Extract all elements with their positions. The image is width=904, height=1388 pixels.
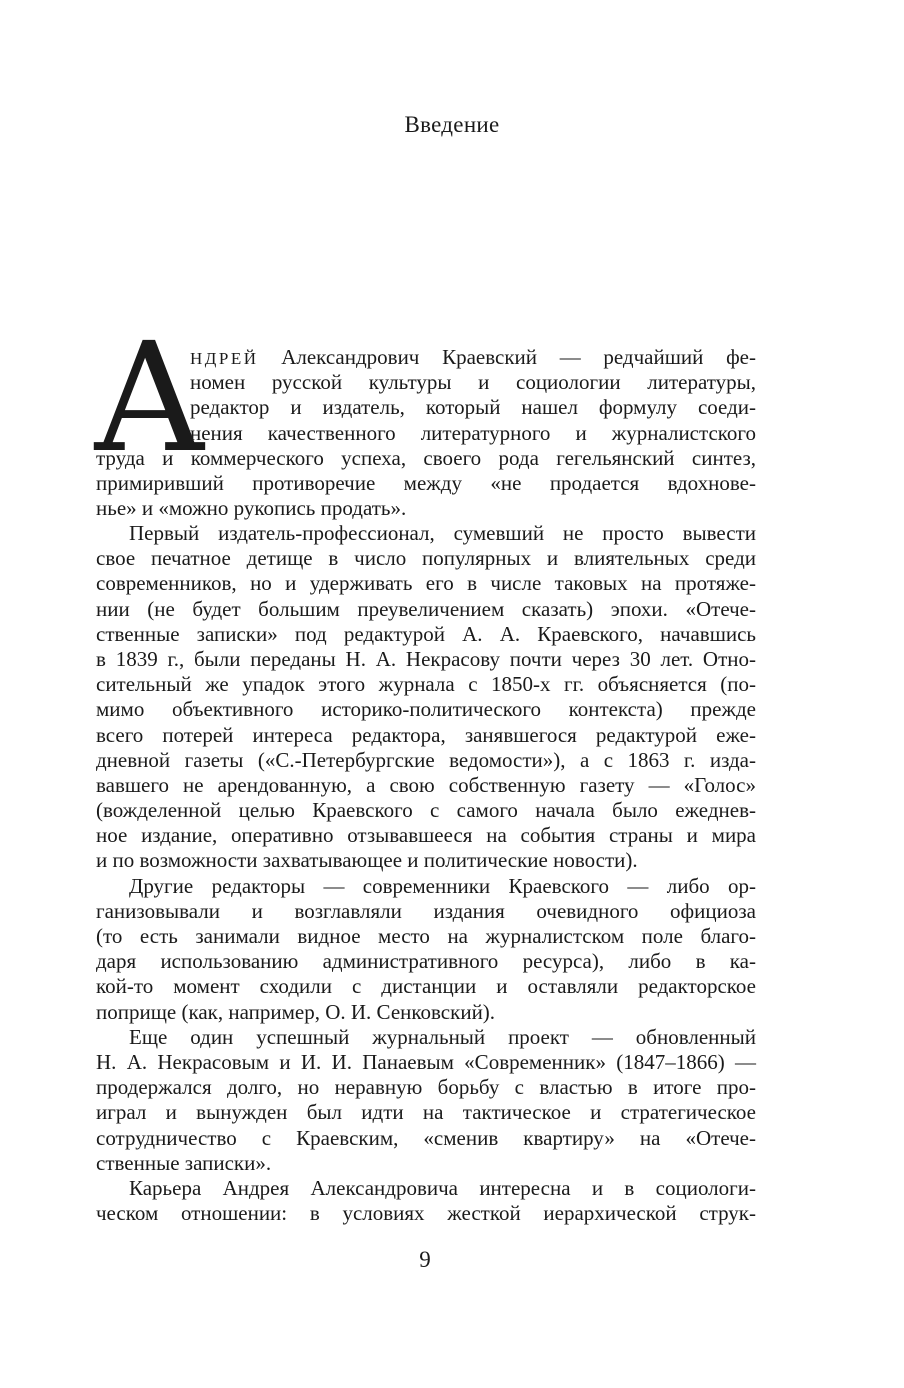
- text-line: НДРЕЙ Александрович Краевский — редчайший фе-: [190, 345, 756, 369]
- text-line: ное издание, оперативно отзывавшееся на события страны и мира: [96, 823, 756, 848]
- page-number: 9: [419, 1247, 431, 1272]
- text-line: всего потерей интереса редактора, занявшегося редактурой еже-: [96, 722, 756, 747]
- text-line: Карьера Андрея Александровича интересна и в социологи-: [129, 1175, 756, 1200]
- paragraph: [96, 1176, 756, 1226]
- text-line: даря использованию административного ресурса), либо в ка-: [96, 949, 756, 974]
- text-line: труда и коммерческого успеха, своего рода гегельянский синтез,: [96, 445, 756, 470]
- text-line: редактор и издатель, который нашел формулу соеди-: [190, 395, 756, 420]
- text-line: ческом отношении: в условиях жесткой иерархической струк-: [96, 1201, 756, 1226]
- text-line: Другие редакторы — современники Краевского — либо ор-: [129, 873, 756, 898]
- text-line: Н. А. Некрасовым и И. И. Панаевым «Современник» (1847–1866) —: [96, 1049, 756, 1074]
- text-line: и по возможности захватывающее и политические новости).: [96, 848, 638, 873]
- text-line: ственные записки».: [96, 1150, 272, 1175]
- text-line: (вожделенной целью Краевского с самого начала было ежеднев-: [96, 798, 756, 823]
- text-line: ственные записки» под редактурой А. А. Краевского, начавшись: [96, 621, 756, 646]
- paragraph: [96, 521, 756, 874]
- text-line: Еще один успешный журнальный проект — обновленный: [129, 1024, 756, 1049]
- drop-cap-letter: А: [92, 310, 205, 486]
- text-line: мимо объективного историко-политического контекста) прежде: [96, 697, 756, 722]
- text-line: номен русской культуры и социологии литературы,: [190, 370, 756, 395]
- text-line: кой-то момент сходили с дистанции и оставляли редакторское: [96, 974, 756, 999]
- text-line: продержался долго, но неравную борьбу с властью в итоге про-: [96, 1075, 756, 1100]
- text-line: в 1839 г., были переданы Н. А. Некрасову почти через 30 лет. Отно-: [96, 646, 756, 671]
- text-line: современников, но и удерживать его в числе таковых на протяже-: [96, 571, 756, 596]
- text-line: играл и вынужден был идти на тактическое и стратегическое: [96, 1100, 756, 1125]
- body-text: [92, 310, 756, 1226]
- text-line: нье» и «можно рукопись продать».: [96, 496, 407, 521]
- text-line: ганизовывали и возглавляли издания очевидного официоза: [96, 898, 756, 923]
- text-line: сотрудничество с Краевским, «сменив квартиру» на «Отече-: [96, 1125, 756, 1150]
- first-paragraph: [92, 310, 756, 521]
- text-line: вавшего не арендованную, а свою собственную газету — «Голос»: [96, 772, 756, 797]
- text-line: Первый издатель-профессионал, сумевший не просто вывести: [129, 521, 756, 545]
- text-line: нения качественного литературного и журналистского: [190, 420, 756, 445]
- text-line: нии (не будет большим преувеличением сказать) эпохи. «Отече-: [96, 596, 756, 621]
- text-line: примиривший противоречие между «не продается вдохнове-: [96, 470, 756, 495]
- text-line: (то есть занимали видное место на журналистском поле благо-: [96, 924, 756, 948]
- text-line: свое печатное детище в число популярных и влиятельных среди: [96, 546, 756, 571]
- paragraph: [96, 1025, 756, 1176]
- text-line: поприще (как, например, О. И. Сенковский).: [96, 999, 496, 1024]
- text-line: дневной газеты («С.-Петербургские ведомости»), а с 1863 г. изда-: [96, 747, 756, 772]
- text-line: сительный же упадок этого журнала с 1850-х гг. объясняется (по-: [96, 672, 756, 697]
- chapter-title: Введение: [404, 112, 500, 137]
- paragraph: [96, 874, 756, 1025]
